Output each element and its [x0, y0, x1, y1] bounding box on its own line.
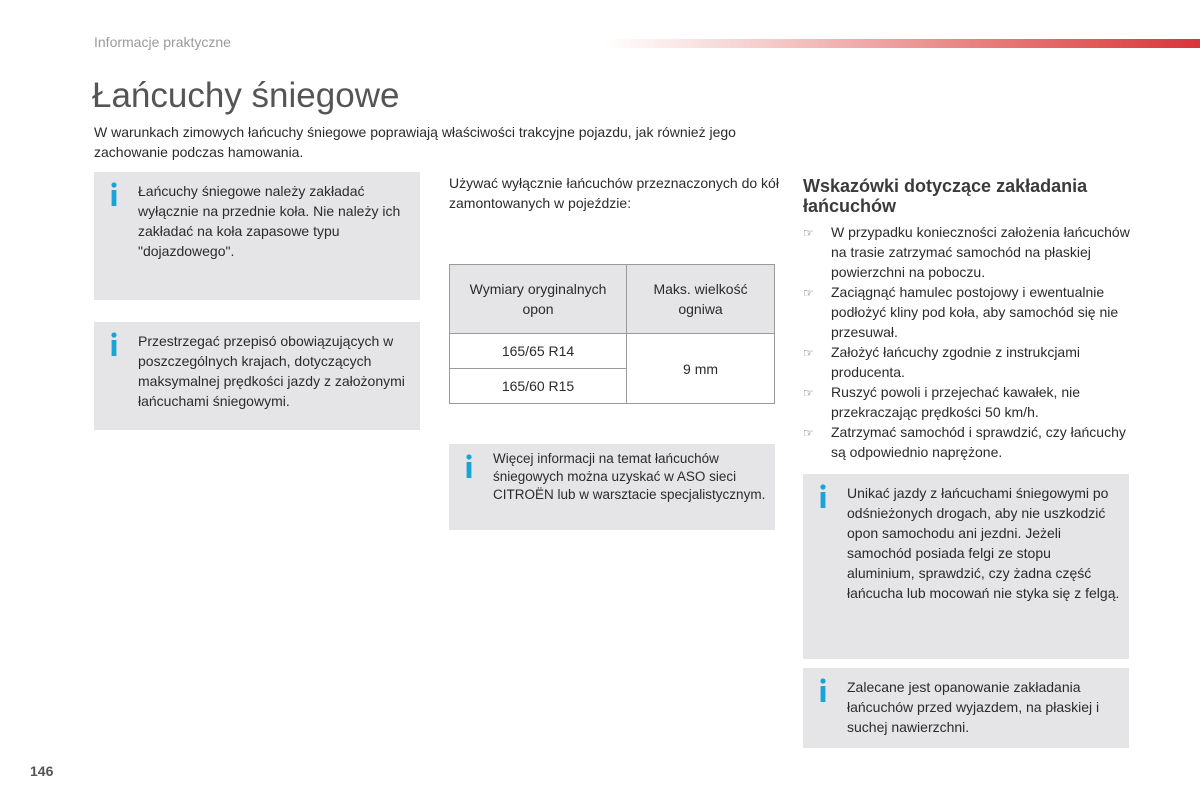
- tyre-size-cell: 165/60 R15: [450, 369, 627, 404]
- info-icon: [817, 484, 829, 510]
- list-item-text: Zaciągnąć hamulec postojowy i ewentualnie podłożyć kliny pod koła, aby samochód się nie przesuwał.: [831, 284, 1119, 340]
- list-item: [803, 282, 1133, 342]
- note-more-info: [449, 444, 775, 530]
- table-header-link-size: Maks. wielkość ogniwa: [627, 265, 775, 334]
- header-accent-bar: [604, 39, 1200, 48]
- list-item-text: Założyć łańcuchy zgodnie z instrukcjami producenta.: [831, 344, 1080, 380]
- note-text: Zalecane jest opanowanie zakładania łańcuchów przed wyjazdem, na płaskiej i suchej nawierzchni.: [847, 679, 1100, 735]
- note-text: Więcej informacji na temat łańcuchów śniegowych można uzyskać w ASO sieci CITROËN lub w warsztacie specjalistycznym.: [493, 451, 766, 502]
- tyre-size-cell: 165/65 R14: [450, 334, 627, 369]
- link-size-cell: 9 mm: [627, 334, 775, 404]
- list-item-text: Zatrzymać samochód i sprawdzić, czy łańcuchy są odpowiednio naprężone.: [831, 424, 1126, 460]
- tips-heading: Wskazówki dotyczące zakładania łańcuchów: [803, 176, 1088, 216]
- pointing-hand-icon: ☞: [803, 346, 814, 360]
- table-header-tyre-size: Wymiary oryginalnych opon: [450, 265, 627, 334]
- table-row: [450, 334, 775, 369]
- tips-list: [803, 222, 1133, 462]
- pointing-hand-icon: ☞: [803, 386, 814, 400]
- list-item: [803, 222, 1133, 282]
- note-practice: [803, 668, 1129, 748]
- info-icon: [817, 678, 829, 704]
- list-item: [803, 422, 1133, 462]
- note-text: Przestrzegać przepisó obowiązujących w poszczególnych krajach, dotyczących maksymalnej prędkości jazdy z założonymi łańcuchami śniegowymi.: [138, 333, 405, 409]
- pointing-hand-icon: ☞: [803, 226, 814, 240]
- list-item-text: W przypadku konieczności założenia łańcuchów na trasie zatrzymać samochód na płaskiej powierzchni na poboczu.: [831, 224, 1130, 280]
- chain-size-table: [449, 264, 775, 404]
- list-item: [803, 342, 1133, 382]
- note-front-wheels: [94, 172, 420, 300]
- pointing-hand-icon: ☞: [803, 286, 814, 300]
- note-avoid-cleared-roads: [803, 474, 1129, 659]
- info-icon: [108, 332, 120, 358]
- note-text: Unikać jazdy z łańcuchami śniegowymi po odśnieżonych drogach, aby nie uszkodzić opon samochodu ani jezdni. Jeżeli samochód posiada felgi ze stopu aluminium, sprawdzić, czy żadna część łańcucha lub mocowań nie styka się z felgą.: [847, 485, 1120, 601]
- instruction-text: Używać wyłącznie łańcuchów przeznaczonych do kół zamontowanych w pojeździe:: [449, 175, 779, 211]
- section-label: Informacje praktyczne: [94, 34, 231, 50]
- table-header-row: [450, 265, 775, 334]
- info-icon: [108, 182, 120, 208]
- info-icon: [463, 454, 475, 480]
- pointing-hand-icon: ☞: [803, 426, 814, 440]
- list-item: [803, 382, 1133, 422]
- list-item-text: Ruszyć powoli i przejechać kawałek, nie przekraczając prędkości 50 km/h.: [831, 384, 1080, 420]
- page-title: Łańcuchy śniegowe: [92, 76, 400, 115]
- intro-paragraph: W warunkach zimowych łańcuchy śniegowe poprawiają właściwości trakcyjne pojazdu, jak również jego zachowanie podczas hamowania.: [94, 124, 736, 160]
- note-regulations: [94, 322, 420, 430]
- note-text: Łańcuchy śniegowe należy zakładać wyłącznie na przednie koła. Nie należy ich zakładać na koła zapasowe typu "dojazdowego".: [138, 183, 401, 259]
- page-number: 146: [30, 763, 54, 779]
